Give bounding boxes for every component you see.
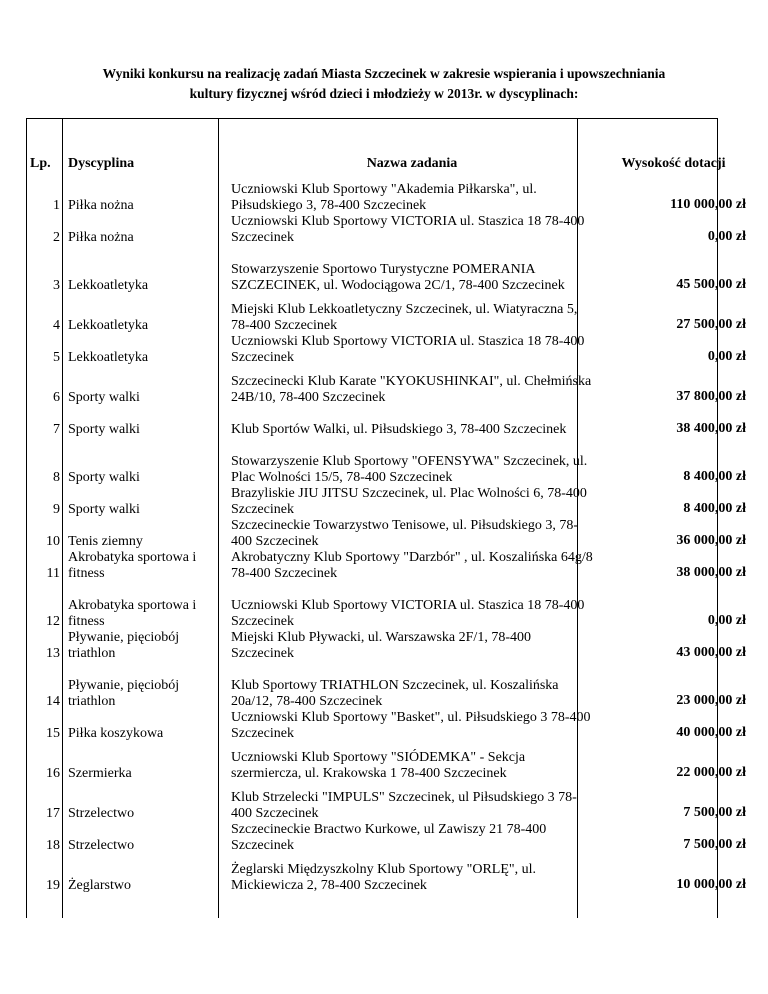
row-kwota: 38 000,00 zł <box>676 565 746 580</box>
table-row <box>26 742 750 782</box>
row-kwota: 37 800,00 zł <box>676 389 746 404</box>
table-row <box>26 174 750 214</box>
table-row <box>26 334 750 366</box>
row-dyscyplina: Strzelectwo <box>68 806 135 821</box>
row-dyscyplina: Lekkoatletyka <box>68 350 149 365</box>
row-nazwa: Uczniowski Klub Sportowy "Akademia Piłkarska", ul. Piłsudskiego 3, 78-400 Szczecinek <box>231 182 537 213</box>
row-lp: 12 <box>46 614 60 629</box>
row-nazwa: Szczecinecki Klub Karate "KYOKUSHINKAI", ul. Chełmińska 24B/10, 78-400 Szczecinek <box>231 374 592 405</box>
row-lp: 14 <box>46 694 60 709</box>
header-nazwa: Nazwa zadania <box>366 156 458 171</box>
row-nazwa: Żeglarski Międzyszkolny Klub Sportowy "ORLĘ", ul. Mickiewicza 2, 78-400 Szczecinek <box>231 862 537 893</box>
row-kwota: 36 000,00 zł <box>676 533 746 548</box>
table-row <box>26 246 750 294</box>
row-nazwa: Miejski Klub Lekkoatletyczny Szczecinek, ul. Wiatyraczna 5, 78-400 Szczecinek <box>231 302 578 333</box>
row-dyscyplina: Strzelectwo <box>68 838 135 853</box>
row-dyscyplina: Sporty walki <box>68 502 140 517</box>
row-nazwa: Stowarzyszenie Klub Sportowy "OFENSYWA" Szczecinek, ul. Plac Wolności 15/5, 78-400 Szczecinek <box>231 454 588 485</box>
table-row <box>26 710 750 742</box>
row-dyscyplina: Akrobatyka sportowa i fitness <box>68 598 197 629</box>
row-kwota: 10 000,00 zł <box>676 877 746 892</box>
table-row <box>26 406 750 438</box>
row-dyscyplina: Szermierka <box>68 766 132 781</box>
row-lp: 10 <box>46 534 60 549</box>
row-kwota: 8 400,00 zł <box>683 501 746 516</box>
row-nazwa: Szczecineckie Bractwo Kurkowe, ul Zawiszy 21 78-400 Szczecinek <box>231 822 547 853</box>
table-row <box>26 294 750 334</box>
row-lp: 6 <box>53 390 60 405</box>
table-header-row <box>26 148 750 174</box>
table-row <box>26 782 750 822</box>
row-kwota: 110 000,00 zł <box>670 197 746 212</box>
row-nazwa: Uczniowski Klub Sportowy "SIÓDEMKA" - Sekcja szermiercza, ul. Krakowska 1 78-400 Szczecinek <box>231 750 526 781</box>
table-row <box>26 662 750 710</box>
row-dyscyplina: Lekkoatletyka <box>68 278 149 293</box>
header-lp: Lp. <box>30 156 51 171</box>
row-lp: 3 <box>53 278 60 293</box>
row-lp: 16 <box>46 766 60 781</box>
title-line-2: kultury fizycznej wśród dzieci i młodzieży w 2013r. w dyscyplinach: <box>189 86 579 101</box>
row-lp: 2 <box>53 230 60 245</box>
row-lp: 9 <box>53 502 60 517</box>
row-lp: 7 <box>53 422 60 437</box>
row-dyscyplina: Sporty walki <box>68 422 140 437</box>
header-kwota: Wysokość dotacji <box>621 156 726 171</box>
row-lp: 17 <box>46 806 60 821</box>
row-nazwa: Akrobatyczny Klub Sportowy "Darzbór" , ul. Koszalińska 64g/8 78-400 Szczecinek <box>231 550 593 581</box>
row-dyscyplina: Piłka nożna <box>68 230 134 245</box>
table-body <box>26 174 750 894</box>
row-lp: 19 <box>46 878 60 893</box>
row-dyscyplina: Sporty walki <box>68 470 140 485</box>
table-row <box>26 822 750 854</box>
row-nazwa: Klub Sportowy TRIATHLON Szczecinek, ul. Koszalińska 20a/12, 78-400 Szczecinek <box>231 678 559 709</box>
row-kwota: 7 500,00 zł <box>683 805 746 820</box>
table-row <box>26 486 750 518</box>
header-dyscyplina: Dyscyplina <box>68 156 135 171</box>
row-dyscyplina: Sporty walki <box>68 390 140 405</box>
row-kwota: 27 500,00 zł <box>676 317 746 332</box>
table-row <box>26 582 750 630</box>
table-row <box>26 550 750 582</box>
results-table <box>26 148 750 894</box>
row-dyscyplina: Akrobatyka sportowa i fitness <box>68 550 197 581</box>
row-dyscyplina: Piłka nożna <box>68 198 134 213</box>
row-kwota: 23 000,00 zł <box>676 693 746 708</box>
row-nazwa: Miejski Klub Pływacki, ul. Warszawska 2F/1, 78-400 Szczecinek <box>231 630 531 661</box>
row-lp: 4 <box>53 318 60 333</box>
row-nazwa: Uczniowski Klub Sportowy VICTORIA ul. Staszica 18 78-400 Szczecinek <box>231 598 585 629</box>
row-kwota: 45 500,00 zł <box>676 277 746 292</box>
row-lp: 11 <box>46 566 60 581</box>
row-nazwa: Stowarzyszenie Sportowo Turystyczne POMERANIA SZCZECINEK, ul. Wodociągowa 2C/1, 78-400 Szczecinek <box>231 262 565 293</box>
row-nazwa: Brazyliskie JIU JITSU Szczecinek, ul. Plac Wolności 6, 78-400 Szczecinek <box>231 486 587 517</box>
row-kwota: 8 400,00 zł <box>683 469 746 484</box>
row-kwota: 43 000,00 zł <box>676 645 746 660</box>
row-lp: 18 <box>46 838 60 853</box>
row-dyscyplina: Żeglarstwo <box>68 878 131 893</box>
row-lp: 8 <box>53 470 60 485</box>
row-nazwa: Uczniowski Klub Sportowy VICTORIA ul. Staszica 18 78-400 Szczecinek <box>231 214 585 245</box>
table-row <box>26 366 750 406</box>
row-nazwa: Szczecineckie Towarzystwo Tenisowe, ul. Piłsudskiego 3, 78-400 Szczecinek <box>231 518 579 549</box>
row-kwota: 0,00 zł <box>707 349 746 364</box>
row-dyscyplina: Lekkoatletyka <box>68 318 149 333</box>
title-line-1: Wyniki konkursu na realizację zadań Miasta Szczecinek w zakresie wspierania i upowszechniania <box>102 66 666 81</box>
table-row <box>26 438 750 486</box>
row-nazwa: Klub Strzelecki "IMPULS" Szczecinek, ul Piłsudskiego 3 78-400 Szczecinek <box>231 790 577 821</box>
row-dyscyplina: Pływanie, pięciobój triathlon <box>68 630 180 661</box>
row-kwota: 0,00 zł <box>707 229 746 244</box>
row-lp: 15 <box>46 726 60 741</box>
table-row <box>26 630 750 662</box>
row-kwota: 22 000,00 zł <box>676 765 746 780</box>
row-kwota: 40 000,00 zł <box>676 725 746 740</box>
row-nazwa: Uczniowski Klub Sportowy "Basket", ul. Piłsudskiego 3 78-400 Szczecinek <box>231 710 591 741</box>
row-dyscyplina: Tenis ziemny <box>68 534 143 549</box>
row-kwota: 0,00 zł <box>707 613 746 628</box>
row-kwota: 7 500,00 zł <box>683 837 746 852</box>
table-row <box>26 854 750 894</box>
row-nazwa: Uczniowski Klub Sportowy VICTORIA ul. Staszica 18 78-400 Szczecinek <box>231 334 585 365</box>
row-dyscyplina: Pływanie, pięciobój triathlon <box>68 678 180 709</box>
document-title <box>0 64 768 104</box>
row-nazwa: Klub Sportów Walki, ul. Piłsudskiego 3, 78-400 Szczecinek <box>231 422 567 437</box>
table-row <box>26 518 750 550</box>
row-lp: 13 <box>46 646 60 661</box>
row-kwota: 38 400,00 zł <box>676 421 746 436</box>
row-dyscyplina: Piłka koszykowa <box>68 726 164 741</box>
row-lp: 1 <box>53 198 60 213</box>
table-row <box>26 214 750 246</box>
row-lp: 5 <box>53 350 60 365</box>
